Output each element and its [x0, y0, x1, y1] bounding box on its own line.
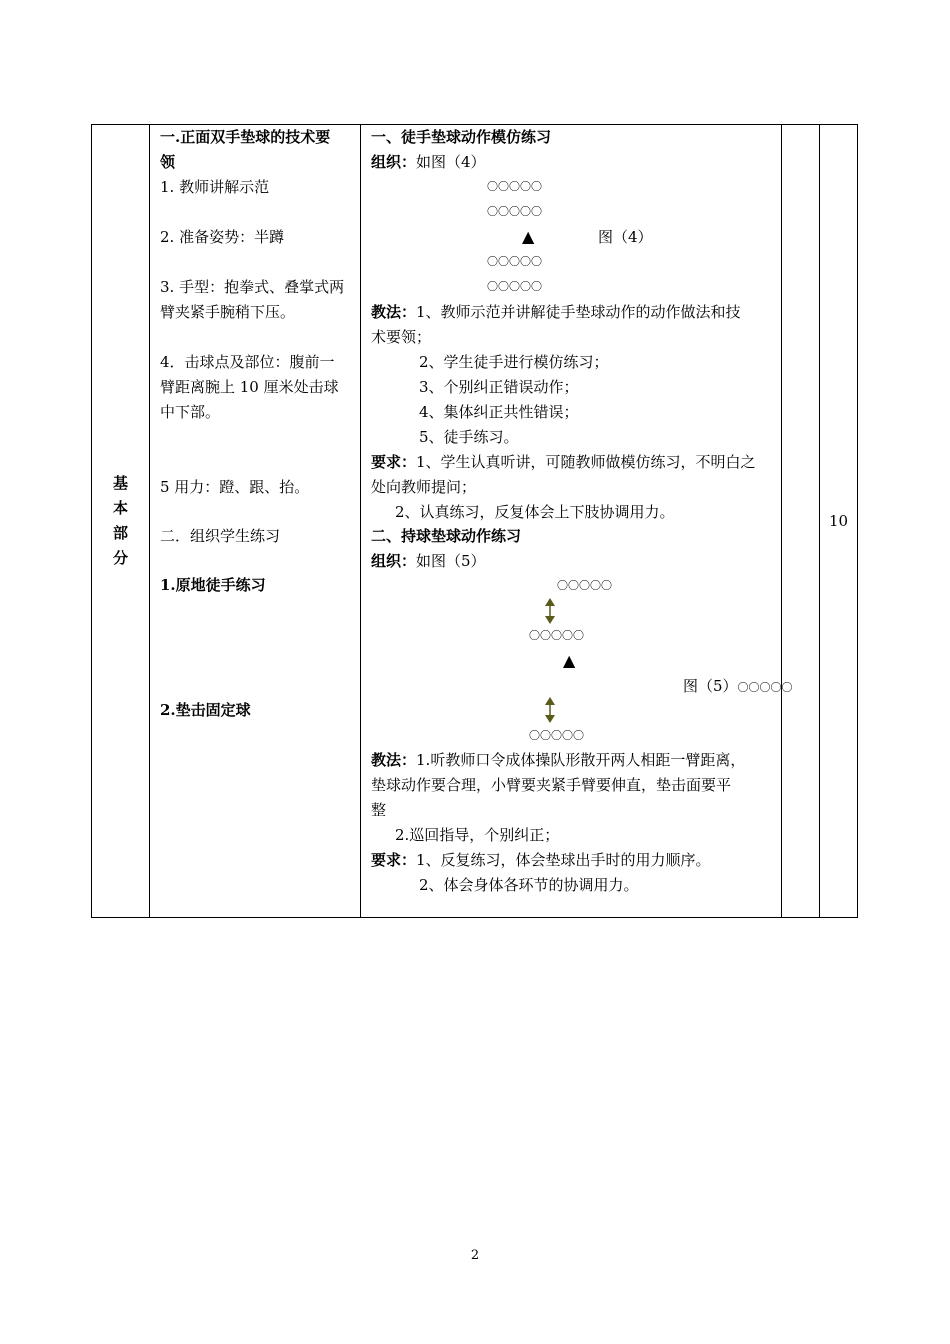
- formation-row: 〇〇〇〇〇: [529, 729, 584, 742]
- requirement-line: [371, 848, 711, 873]
- time-cell: [820, 125, 858, 918]
- section-heading: 一、徒手垫球动作模仿练习: [371, 128, 552, 146]
- method-text: 1、教师示范并讲解徒手垫球动作的动作做法和技: [416, 303, 741, 321]
- org-label: 组织：: [371, 552, 417, 570]
- method-line: [371, 300, 741, 325]
- content-heading-cont: 领: [160, 153, 176, 171]
- org-line: [371, 549, 486, 574]
- section-heading: 二、持球垫球动作练习: [371, 527, 522, 545]
- formation-row: 〇〇〇〇〇: [529, 629, 584, 642]
- method-line: [371, 748, 745, 773]
- organization-method-cell: [361, 125, 793, 918]
- content-item: 5 用力：蹬、跟、抬。: [160, 478, 310, 496]
- formation-row: 〇〇〇〇〇: [487, 255, 542, 268]
- requirement-label: 要求：: [371, 851, 417, 869]
- content-item: 3. 手型：抱拳式、叠掌式两: [160, 278, 345, 296]
- figure-caption: 图（5）: [683, 677, 738, 695]
- org-label: 组织：: [371, 153, 417, 171]
- figure-caption-line: [683, 674, 793, 701]
- method-text: 5、徒手练习。: [419, 428, 519, 446]
- org-line: [371, 150, 486, 175]
- formation-row: 〇〇〇〇〇: [487, 180, 542, 193]
- figure-caption: 图（4）: [598, 228, 653, 246]
- requirement-text: 2、体会身体各环节的协调用力。: [419, 876, 639, 894]
- formation-row: 〇〇〇〇〇: [487, 280, 542, 293]
- teacher-triangle: ▲: [522, 227, 535, 246]
- section-char: 部: [112, 524, 128, 542]
- lesson-plan-table: [91, 124, 858, 918]
- requirement-line: [371, 450, 756, 475]
- content-item: 4．击球点及部位：腹前一: [160, 353, 335, 371]
- formation-row: 〇〇〇〇〇: [487, 205, 542, 218]
- time-value: 10: [828, 511, 849, 530]
- content-item: 臂夹紧手腕稍下压。: [160, 303, 296, 321]
- method-text: 1.听教师口令成体操队形散开两人相距一臂距离，: [416, 751, 746, 769]
- section-char: 本: [112, 499, 128, 517]
- method-label: 教法：: [371, 303, 417, 321]
- formation-row: 〇〇〇〇〇: [557, 579, 612, 592]
- double-arrow-icon: [543, 697, 557, 723]
- content-subheading: 1.原地徒手练习: [160, 576, 266, 594]
- method-text: 3、个别纠正错误动作；: [419, 378, 579, 396]
- empty-column-cell: [782, 125, 820, 918]
- section-char: 基: [112, 474, 128, 492]
- method-text: 垫球动作要合理，小臂要夹紧手臂要伸直，垫击面要平: [371, 776, 732, 794]
- content-item: 1. 教师讲解示范: [160, 178, 270, 196]
- content-subheading: 2.垫击固定球: [160, 701, 251, 719]
- section-char: 分: [112, 549, 128, 567]
- method-text: 整: [371, 801, 387, 819]
- requirement-text: 2、认真练习，反复体会上下肢协调用力。: [395, 503, 675, 521]
- formation-row: 〇〇〇〇〇: [737, 681, 793, 694]
- content-item: 臂距离腕上 10 厘米处击球: [160, 378, 339, 396]
- content-heading: 一.正面双手垫球的技术要: [160, 128, 331, 146]
- double-arrow-icon: [543, 598, 557, 624]
- org-text: 如图（5）: [416, 552, 486, 570]
- page-number: 2: [470, 1248, 480, 1263]
- teaching-content-cell: [150, 125, 361, 918]
- requirement-text: 处向教师提问；: [371, 478, 477, 496]
- method-text: 2、学生徒手进行模仿练习；: [419, 353, 609, 371]
- teacher-triangle: ▲: [563, 651, 576, 670]
- org-text: 如图（4）: [416, 153, 486, 171]
- content-item: 中下部。: [160, 403, 221, 421]
- section-label-cell: [92, 125, 150, 918]
- requirement-label: 要求：: [371, 453, 417, 471]
- content-item: 2. 准备姿势：半蹲: [160, 228, 285, 246]
- content-subheading: 二．组织学生练习: [160, 527, 281, 545]
- method-text: 4、集体纠正共性错误；: [419, 403, 579, 421]
- method-text: 2.巡回指导，个别纠正；: [395, 826, 560, 844]
- requirement-text: 1、学生认真听讲，可随教师做模仿练习，不明白之: [416, 453, 756, 471]
- method-text: 术要领；: [371, 328, 432, 346]
- method-label: 教法：: [371, 751, 417, 769]
- requirement-text: 1、反复练习，体会垫球出手时的用力顺序。: [416, 851, 711, 869]
